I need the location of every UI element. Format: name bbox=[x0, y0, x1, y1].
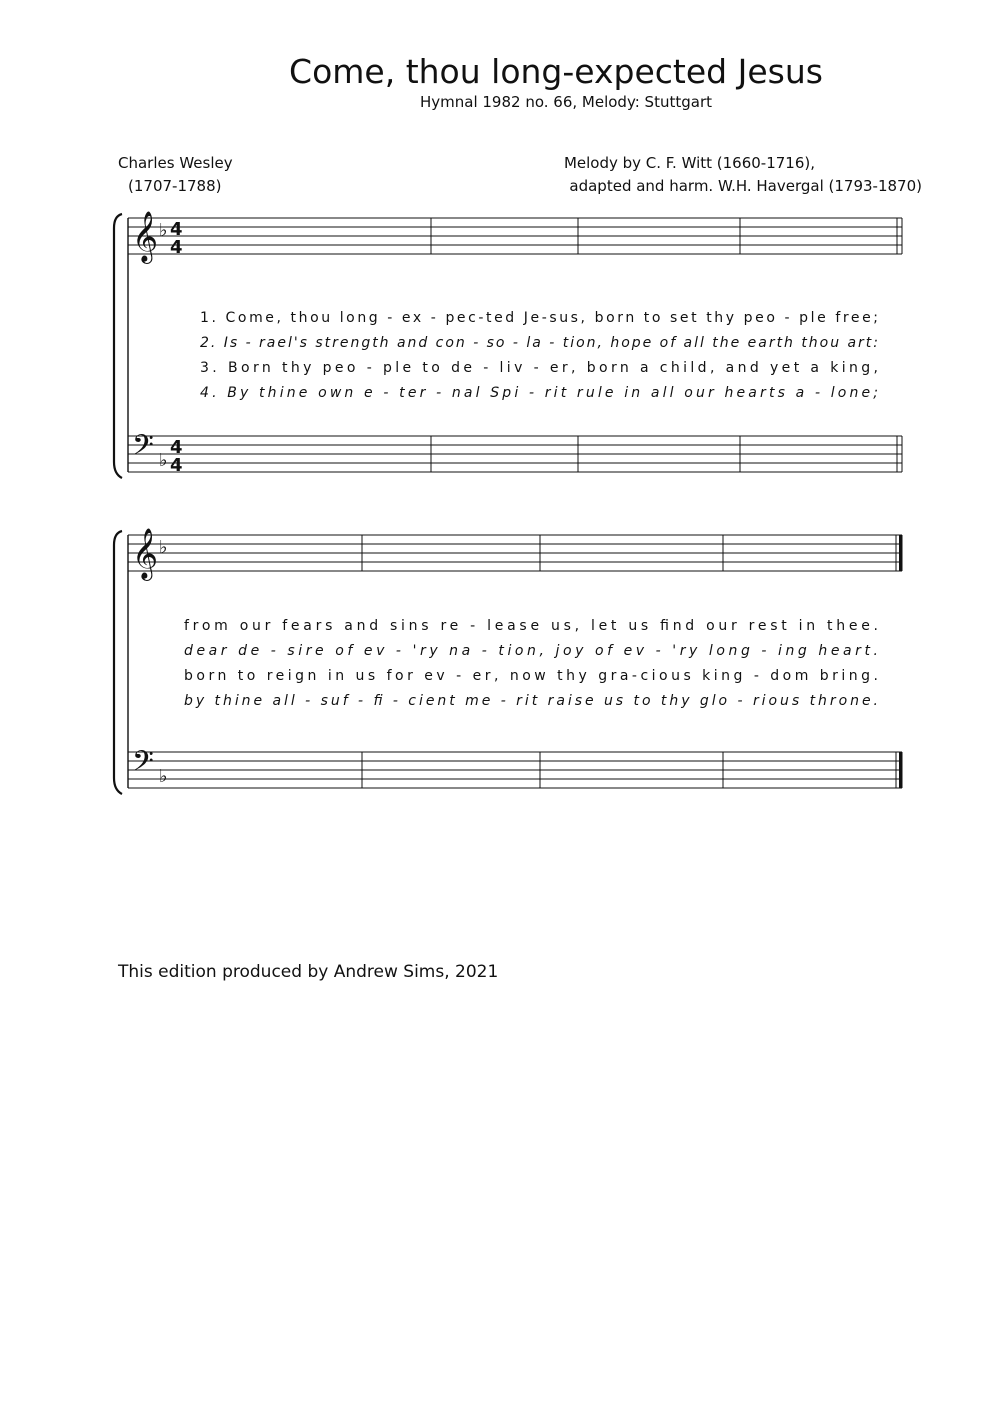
time-signature-top: 4 bbox=[170, 219, 183, 240]
time-signature-bottom: 4 bbox=[170, 455, 183, 476]
lyric-verse-1: 1. Come, thou long - ex - pec-ted Je-sus, born to set thy peo - ple free; bbox=[200, 310, 878, 326]
bass-staff bbox=[128, 745, 903, 788]
hymn-title: Come, thou long-expected Jesus bbox=[289, 52, 823, 91]
score-systems bbox=[114, 211, 903, 794]
lyric-verse-4: by thine all - suf - fi - cient me - rit raise us to thy glo - rious throne. bbox=[184, 693, 879, 709]
lyric-verse-1: from our fears and sins re - lease us, let us find our rest in thee. bbox=[184, 618, 878, 634]
composer-line-2: adapted and harm. W.H. Havergal (1793-1870) bbox=[569, 177, 922, 195]
edition-footer: This edition produced by Andrew Sims, 2021 bbox=[118, 962, 499, 982]
lyric-verse-2: 2. Is - rael's strength and con - so - la - tion, hope of all the earth thou art: bbox=[200, 335, 878, 351]
treble-clef-icon: 𝄞 bbox=[132, 528, 159, 579]
lyric-verse-4: 4. By thine own e - ter - nal Spi - rit rule in all our hearts a - lone; bbox=[200, 385, 878, 401]
system-brace bbox=[114, 531, 122, 794]
author-dates: (1707-1788) bbox=[128, 177, 222, 195]
bass-clef-icon: 𝄢 bbox=[132, 429, 154, 469]
system-brace bbox=[114, 214, 122, 478]
key-flat-icon: ♭ bbox=[159, 537, 168, 558]
key-flat-icon: ♭ bbox=[159, 766, 168, 787]
lyric-verse-2: dear de - sire of ev - 'ry na - tion, joy of ev - 'ry long - ing heart. bbox=[184, 643, 878, 659]
composer-line-1: Melody by C. F. Witt (1660-1716), bbox=[563, 154, 815, 172]
lyric-verse-3: born to reign in us for ev - er, now thy gra-cious king - dom bring. bbox=[184, 668, 879, 684]
hymn-subtitle: Hymnal 1982 no. 66, Melody: Stuttgart bbox=[419, 93, 712, 111]
bass-staff bbox=[128, 429, 902, 476]
treble-clef-icon: 𝄞 bbox=[132, 211, 159, 262]
treble-staff bbox=[128, 211, 902, 264]
lyric-verse-3: 3. Born thy peo - ple to de - liv - er, born a child, and yet a king, bbox=[200, 360, 879, 376]
system-2 bbox=[114, 528, 903, 794]
key-flat-icon: ♭ bbox=[159, 450, 168, 471]
final-barline-thick bbox=[899, 752, 903, 788]
bass-clef-icon: 𝄢 bbox=[132, 745, 154, 785]
system-1 bbox=[114, 211, 902, 478]
author-name: Charles Wesley bbox=[118, 154, 233, 172]
time-signature-bottom: 4 bbox=[170, 237, 183, 258]
time-signature-top: 4 bbox=[170, 437, 183, 458]
key-flat-icon: ♭ bbox=[159, 220, 168, 241]
treble-staff bbox=[128, 528, 903, 581]
final-barline-thick bbox=[899, 535, 903, 571]
